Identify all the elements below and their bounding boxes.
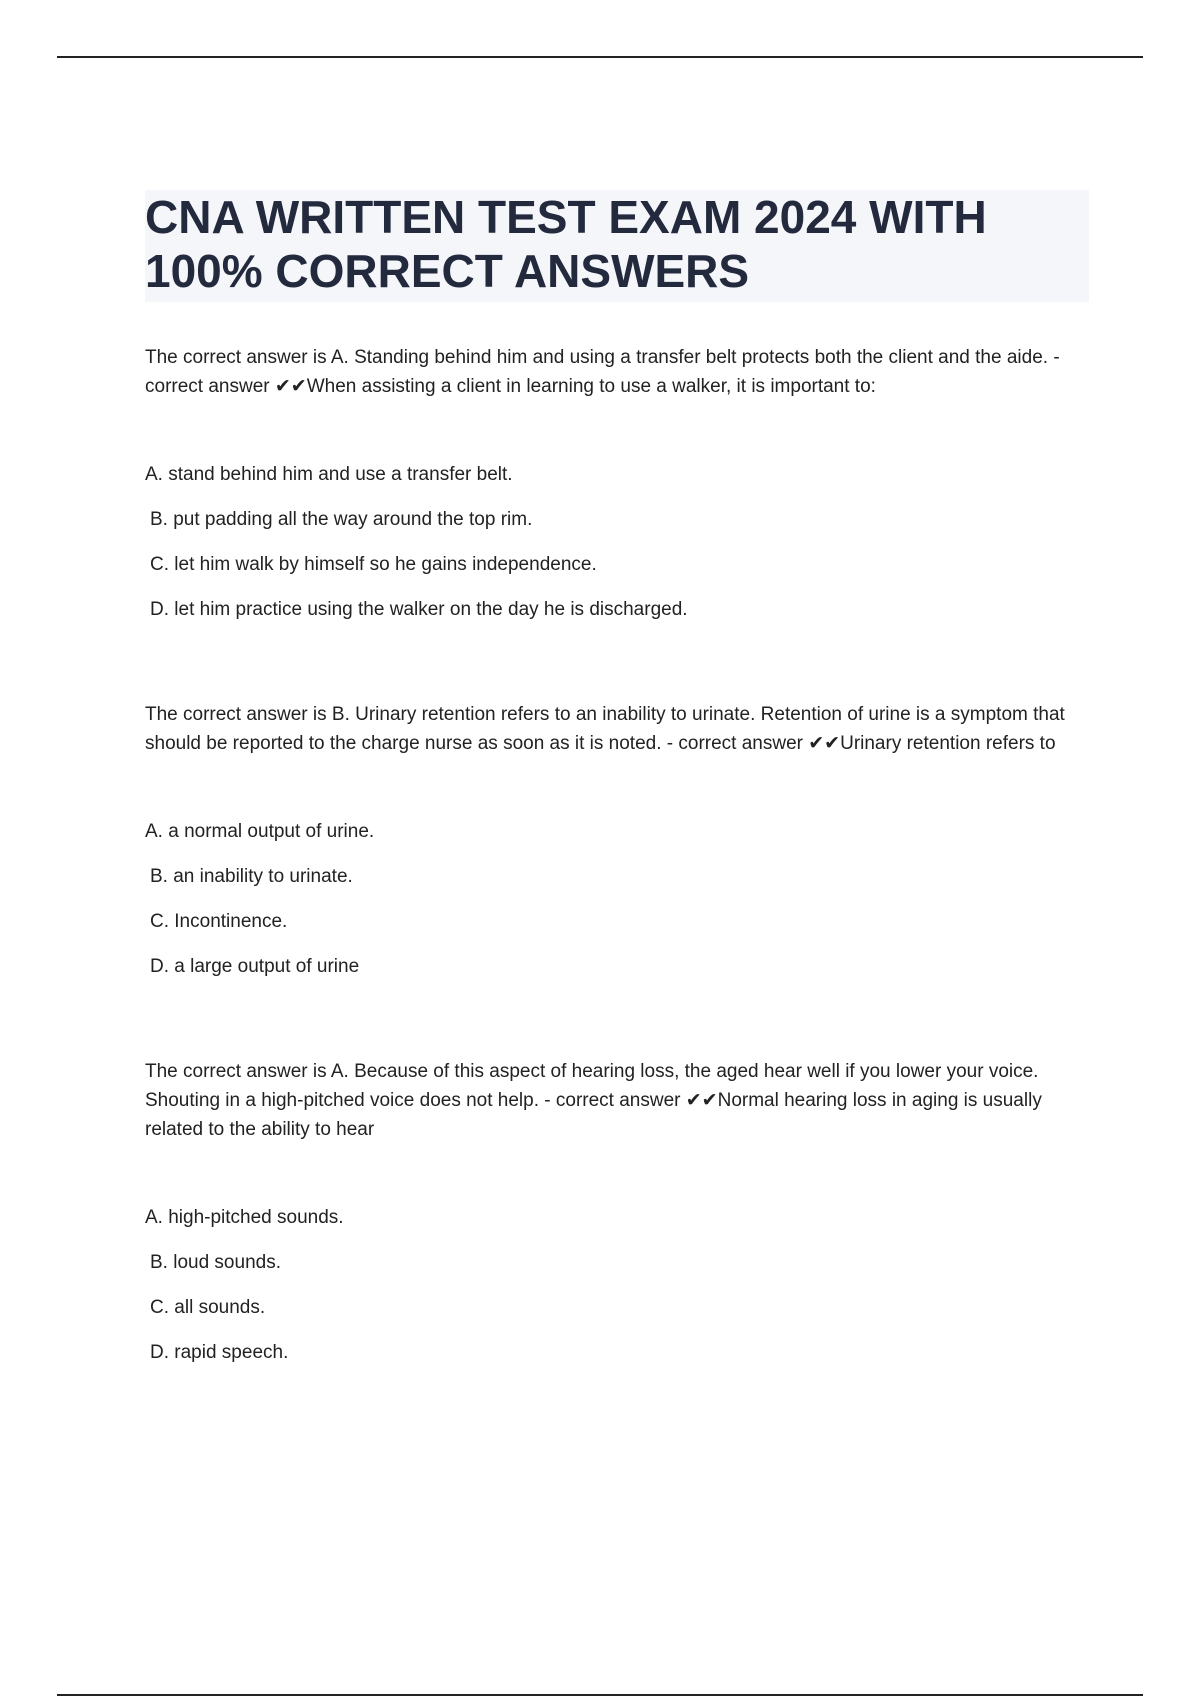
question-3 (145, 1057, 1089, 1384)
option-d: D. a large output of urine (150, 956, 360, 977)
question-2 (145, 700, 1089, 998)
option-d: D. rapid speech. (150, 1342, 289, 1363)
question-prompt: The correct answer is A. Because of this aspect of hearing loss, the aged hear well if you lower your voice. Shouting in a high-pitched voice does not help. - correct answer ✔✔Normal hearing loss in aging is usually related to the ability to hear (145, 1061, 1042, 1140)
answer-options (145, 461, 1089, 641)
top-rule (57, 56, 1143, 58)
option-c: C. let him walk by himself so he gains independence. (150, 554, 597, 575)
question-prompt: The correct answer is A. Standing behind him and using a transfer belt protects both the client and the aide. - correct answer ✔✔When assisting a client in learning to use a walker, it is important to: (145, 347, 1060, 397)
bottom-rule (57, 1694, 1143, 1696)
question-prompt: The correct answer is B. Urinary retention refers to an inability to urinate. Retention of urine is a symptom that should be reported to the charge nurse as soon as it is noted. - correct answer ✔✔Urinary retention refers to (145, 704, 1065, 754)
question-1 (145, 343, 1089, 641)
option-a: A. a normal output of urine. (145, 821, 375, 842)
option-a: A. stand behind him and use a transfer belt. (145, 464, 513, 485)
option-b: B. an inability to urinate. (150, 866, 353, 887)
option-a: A. high-pitched sounds. (145, 1207, 344, 1228)
answer-options (145, 818, 1089, 998)
answer-options (145, 1204, 1089, 1384)
option-c: C. Incontinence. (150, 911, 288, 932)
option-b: B. loud sounds. (150, 1252, 281, 1273)
title-banner (145, 190, 1089, 302)
option-c: C. all sounds. (150, 1297, 266, 1318)
question-list (145, 343, 1089, 1443)
option-d: D. let him practice using the walker on the day he is discharged. (150, 599, 688, 620)
page-title: CNA WRITTEN TEST EXAM 2024 WITH 100% CORRECT ANSWERS (145, 191, 987, 297)
option-b: B. put padding all the way around the top rim. (150, 509, 533, 530)
